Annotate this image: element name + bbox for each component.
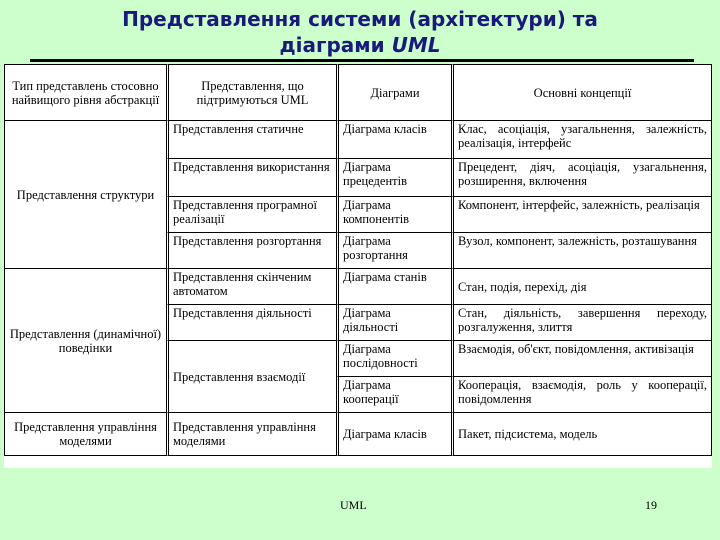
concepts-cell: Взаємодія, об'єкт, повідомлення, активізація xyxy=(451,340,712,376)
concepts-cell: Вузол, компонент, залежність, розташування xyxy=(451,232,712,268)
diagram-cell: Діаграма класів xyxy=(336,120,451,158)
table-row xyxy=(4,120,712,158)
diagram-cell: Діаграма класів xyxy=(336,412,451,456)
table-row xyxy=(4,268,712,304)
diagram-cell: Діаграма послідовності xyxy=(336,340,451,376)
view-cell: Представлення використання xyxy=(166,158,336,196)
concepts-cell: Стан, діяльність, завершення переходу, розгалуження, злиття xyxy=(451,304,712,340)
view-cell: Представлення діяльності xyxy=(166,304,336,340)
view-cell: Представлення розгортання xyxy=(166,232,336,268)
table-header-row xyxy=(4,64,712,120)
view-cell: Представлення взаємодії xyxy=(166,340,336,412)
header-diagrams: Діаграми xyxy=(336,64,451,120)
concepts-cell: Пакет, підсистема, модель xyxy=(451,412,712,456)
group-model-management: Представлення управління моделями xyxy=(4,412,166,456)
uml-views-table xyxy=(4,64,712,468)
diagram-cell: Діаграма станів xyxy=(336,268,451,304)
header-view-type: Тип представлень стосовно найвищого рівня абстракції xyxy=(4,64,166,120)
footer-label: UML xyxy=(340,498,367,512)
concepts-cell: Стан, подія, перехід, дія xyxy=(451,268,712,304)
concepts-cell: Прецедент, діяч, асоціація, узагальнення, розширення, включення xyxy=(451,158,712,196)
view-cell: Представлення управління моделями xyxy=(166,412,336,456)
diagram-cell: Діаграма прецедентів xyxy=(336,158,451,196)
diagram-cell: Діаграма діяльності xyxy=(336,304,451,340)
view-cell: Представлення статичне xyxy=(166,120,336,158)
header-concepts: Основні концепції xyxy=(451,64,712,120)
diagram-cell: Діаграма компонентів xyxy=(336,196,451,232)
concepts-cell: Компонент, інтерфейс, залежність, реалізація xyxy=(451,196,712,232)
view-cell: Представлення скінченим автоматом xyxy=(166,268,336,304)
slide-title xyxy=(0,6,720,58)
title-line-1: Представлення системи (архітектури) та xyxy=(122,7,598,31)
page-number: 19 xyxy=(645,498,657,512)
diagram-cell: Діаграма кооперації xyxy=(336,376,451,412)
group-structure: Представлення структури xyxy=(4,120,166,268)
concepts-cell: Кооперація, взаємодія, роль у кооперації, повідомлення xyxy=(451,376,712,412)
group-behavior: Представлення (динамічної) поведінки xyxy=(4,268,166,412)
concepts-cell: Клас, асоціація, узагальнення, залежність, реалізація, інтерфейс xyxy=(451,120,712,158)
diagram-cell: Діаграма розгортання xyxy=(336,232,451,268)
header-supported-views: Представлення, що підтримуються UML xyxy=(166,64,336,120)
table-row xyxy=(4,412,712,456)
view-cell: Представлення програмної реалізації xyxy=(166,196,336,232)
title-uml: UML xyxy=(391,33,441,57)
title-line-2 xyxy=(0,32,720,58)
title-underline xyxy=(30,59,694,62)
title-line-2-text: діаграми xyxy=(279,33,392,57)
